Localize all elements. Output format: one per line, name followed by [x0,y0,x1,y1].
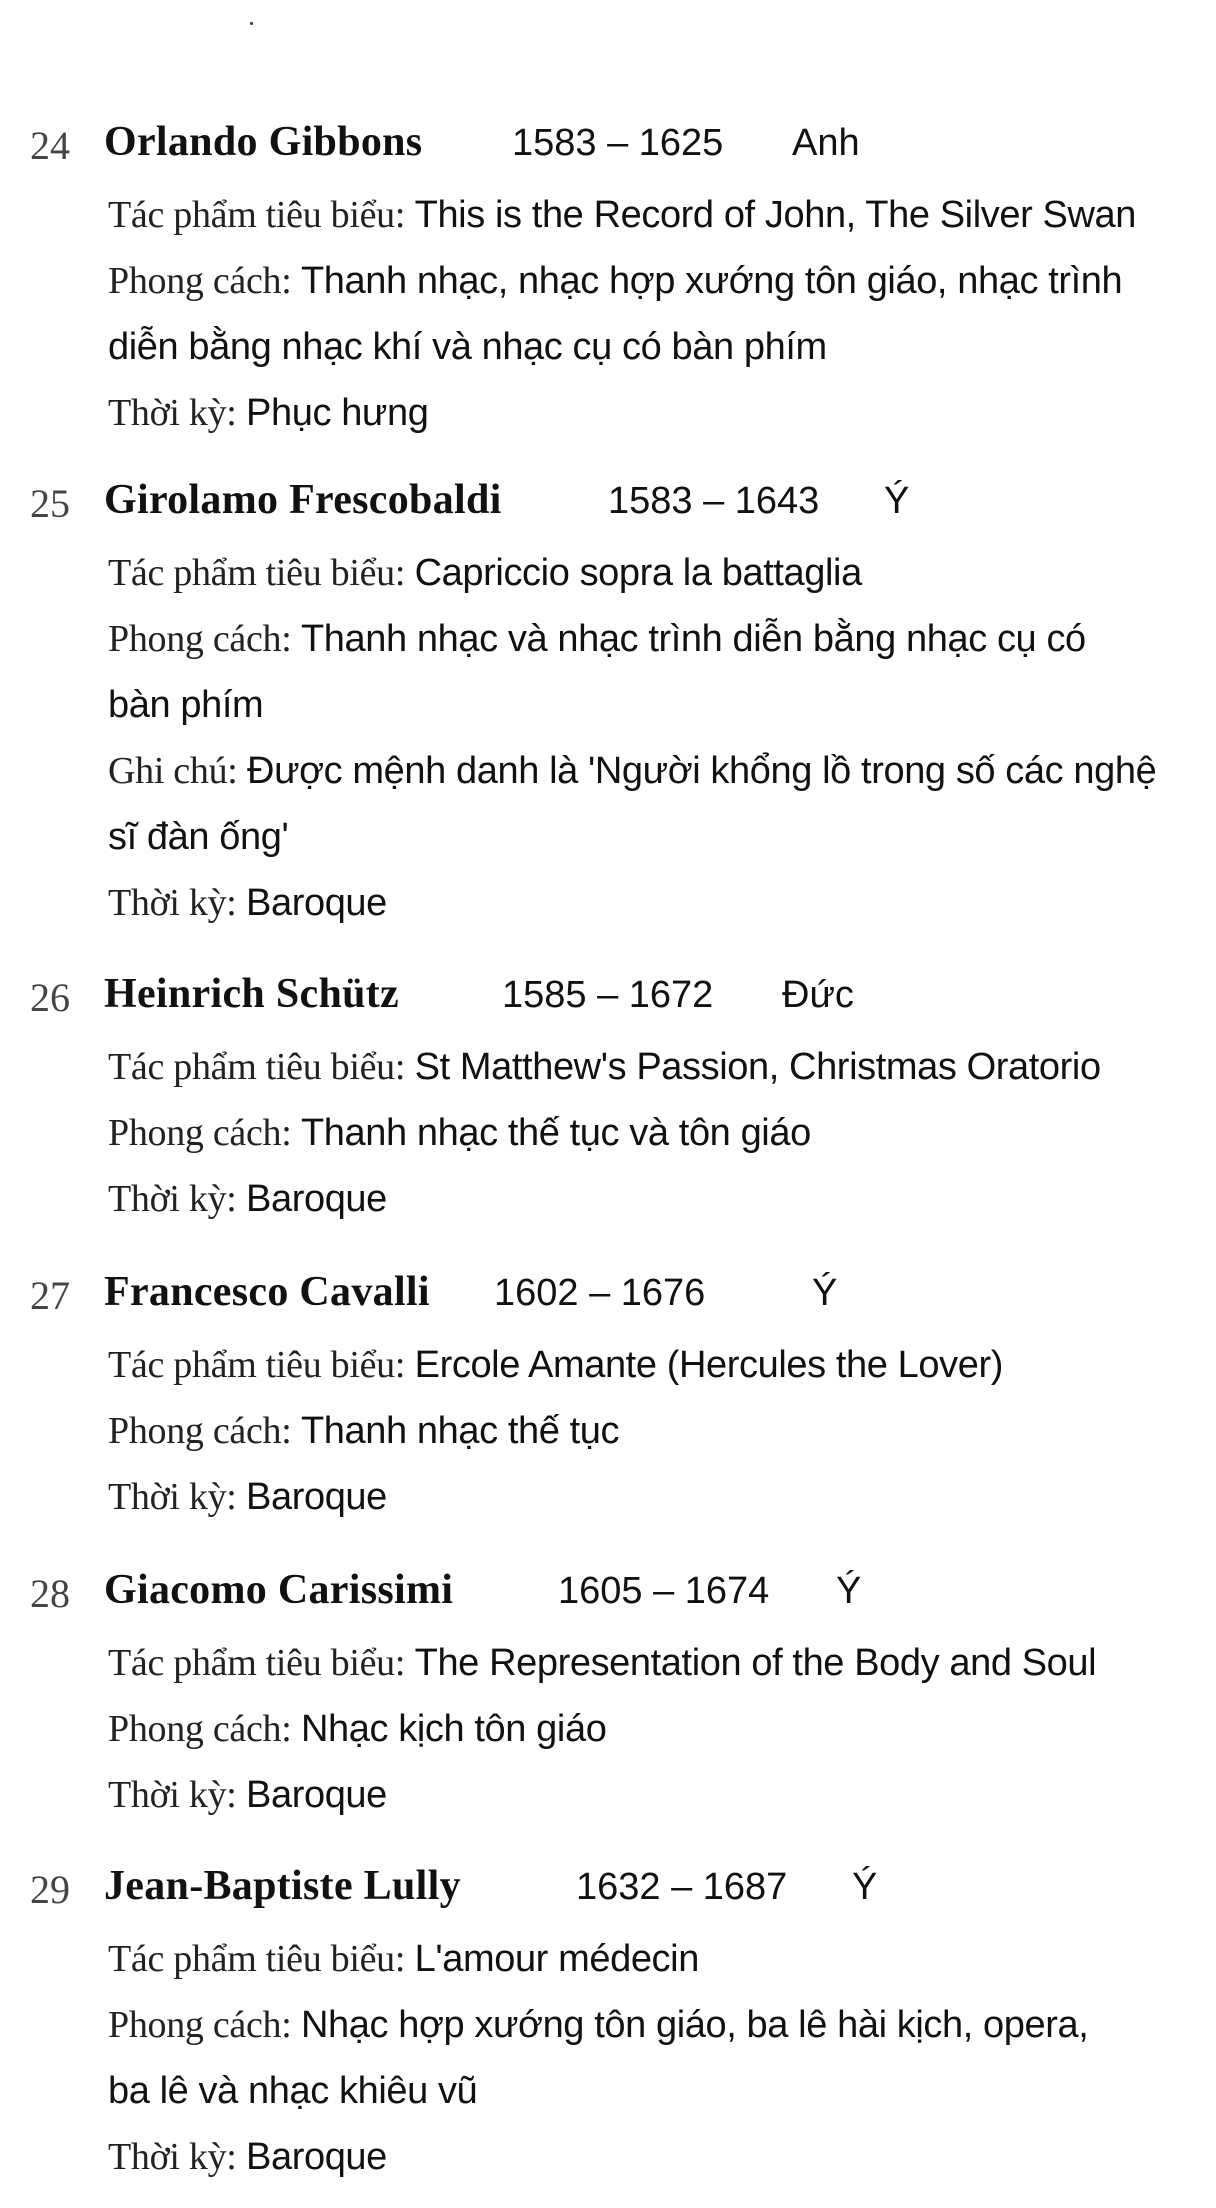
period-line [108,380,1216,446]
works-line [108,182,1216,248]
entry-number: 29 [30,1867,70,1912]
composer-years: 1585 – 1672 [502,974,714,1016]
style-label: Phong cách: [108,2004,292,2046]
period-line [108,1762,1216,1828]
composer-country: Ý [884,480,910,522]
entry-number: 24 [30,123,70,168]
composer-country: Anh [792,122,860,164]
composer-name: Girolamo Frescobaldi [104,477,502,523]
works-label: Tác phẩm tiêu biểu: [108,1642,406,1684]
period-label: Thời kỳ: [108,2136,237,2178]
composer-years: 1632 – 1687 [576,1866,788,1908]
style-value: Thanh nhạc và nhạc trình diễn bằng nhạc cụ có [301,618,1086,660]
style-label: Phong cách: [108,260,292,302]
works-line [108,540,1216,606]
style-line [108,1100,1216,1166]
entry-number: 25 [30,481,70,526]
composer-name: Francesco Cavalli [104,1269,430,1315]
entry-header [0,118,1216,182]
composer-entry [0,118,1216,446]
period-value: Baroque [246,1178,387,1220]
period-label: Thời kỳ: [108,1178,237,1220]
composer-country: Ý [852,1866,878,1908]
style-line [108,1398,1216,1464]
period-label: Thời kỳ: [108,392,237,434]
composer-entry [0,476,1216,936]
period-value: Baroque [246,2136,387,2178]
entry-header [0,1862,1216,1926]
style-line [108,1696,1216,1762]
style-continuation: ba lê và nhạc khiêu vũ [108,2070,478,2112]
composer-country: Ý [812,1272,838,1314]
composer-name: Giacomo Carissimi [104,1567,454,1613]
period-line [108,1464,1216,1530]
composer-entry [0,1862,1216,2190]
note-line [108,738,1216,804]
entry-number: 26 [30,975,70,1020]
works-line [108,1926,1216,1992]
style-value: Thanh nhạc thế tục [301,1410,620,1452]
entry-header [0,1566,1216,1630]
composer-country: Đức [782,974,854,1016]
entry-header [0,970,1216,1034]
works-label: Tác phẩm tiêu biểu: [108,1344,406,1386]
style-line [108,248,1216,314]
style-value: Nhạc hợp xướng tôn giáo, ba lê hài kịch, opera, [301,2004,1089,2046]
composer-entry [0,970,1216,1232]
works-value: St Matthew's Passion, Christmas Oratorio [414,1046,1101,1088]
works-value: This is the Record of John, The Silver Swan [414,194,1136,236]
composer-entry [0,1268,1216,1530]
works-label: Tác phẩm tiêu biểu: [108,552,406,594]
scan-speck [250,22,253,25]
works-line [108,1034,1216,1100]
style-value: Thanh nhạc, nhạc hợp xướng tôn giáo, nhạc trình [301,260,1123,302]
works-value: L'amour médecin [414,1938,699,1980]
works-label: Tác phẩm tiêu biểu: [108,194,406,236]
period-line [108,1166,1216,1232]
style-continuation: bàn phím [108,684,264,726]
period-value: Baroque [246,882,387,924]
composer-country: Ý [836,1570,862,1612]
style-value: Thanh nhạc thế tục và tôn giáo [301,1112,811,1154]
note-continuation: sĩ đàn ống' [108,816,289,858]
style-line [108,606,1216,672]
period-value: Baroque [246,1476,387,1518]
style-label: Phong cách: [108,618,292,660]
style-continuation: diễn bằng nhạc khí và nhạc cụ có bàn phím [108,326,827,368]
works-value: Ercole Amante (Hercules the Lover) [414,1344,1003,1386]
composer-years: 1583 – 1625 [512,122,724,164]
period-label: Thời kỳ: [108,1774,237,1816]
entry-number: 28 [30,1571,70,1616]
style-label: Phong cách: [108,1112,292,1154]
composer-years: 1602 – 1676 [494,1272,706,1314]
style-value: Nhạc kịch tôn giáo [301,1708,607,1750]
works-label: Tác phẩm tiêu biểu: [108,1046,406,1088]
works-line [108,1332,1216,1398]
works-line [108,1630,1216,1696]
period-line [108,870,1216,936]
composer-name: Heinrich Schütz [104,971,399,1017]
note-label: Ghi chú: [108,750,238,792]
period-value: Phục hưng [246,392,429,434]
works-value: The Representation of the Body and Soul [414,1642,1097,1684]
period-value: Baroque [246,1774,387,1816]
style-line [108,1992,1216,2058]
style-label: Phong cách: [108,1410,292,1452]
composer-entry [0,1566,1216,1828]
entry-header [0,1268,1216,1332]
entry-number: 27 [30,1273,70,1318]
note-value: Được mệnh danh là 'Người khổng lồ trong số các nghệ [247,750,1157,792]
composer-years: 1605 – 1674 [558,1570,770,1612]
entry-header [0,476,1216,540]
composer-years: 1583 – 1643 [608,480,820,522]
works-value: Capriccio sopra la battaglia [414,552,862,594]
style-label: Phong cách: [108,1708,292,1750]
period-label: Thời kỳ: [108,1476,237,1518]
period-line [108,2124,1216,2190]
composer-name: Orlando Gibbons [104,119,423,165]
works-label: Tác phẩm tiêu biểu: [108,1938,406,1980]
period-label: Thời kỳ: [108,882,237,924]
composer-name: Jean-Baptiste Lully [104,1863,461,1909]
